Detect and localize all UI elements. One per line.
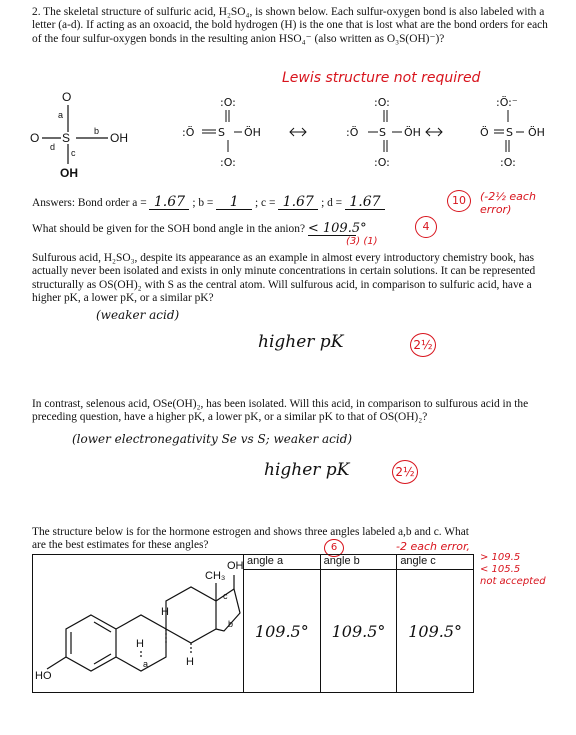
svg-text:ÖH: ÖH: [528, 126, 545, 139]
q5-penalty: -2 each error,: [396, 540, 471, 553]
q2-intro: 2. The skeletal structure of sulfuric acid, H₂SO₄, is shown below. Each sulfur-oxygen bond is also labeled with a letter (a-d). If acting as an oxoacid, the bold hydrogen (H) is the one that is lost what are the bond orders for each of the four sulfur-oxygen bonds in the resulting anion HSO₄⁻ (also written as O₃S(OH)⁻)?: [32, 6, 548, 45]
svg-text::O:: :O:: [220, 96, 236, 109]
q3-note: (weaker acid): [96, 308, 180, 322]
svg-text:S: S: [379, 126, 386, 139]
label-a: a: [58, 110, 64, 120]
answers-label: Answers: Bond order a =: [32, 197, 147, 209]
mol-h3: H: [186, 656, 194, 668]
svg-text::Ö: :Ö: [182, 126, 195, 139]
q5-text: The structure below is for the hormone estrogen and shows three angles labeled a,b and c. What are the best estimates for these angles?: [32, 526, 469, 552]
angle-table: [32, 554, 474, 693]
svg-text:ÖH: ÖH: [404, 126, 421, 139]
svg-text::O:: :O:: [500, 156, 516, 169]
answer-d: 1.67: [345, 196, 385, 210]
q5-side-note: [480, 552, 570, 588]
answers-line: [32, 196, 385, 210]
angle-partial-points: (3) (1): [346, 236, 378, 247]
mol-oh: OH: [227, 560, 243, 572]
estrogen-structure: [33, 555, 243, 689]
oh-bottom: OH: [60, 166, 78, 180]
answer-angle-a: [244, 570, 321, 693]
oh-right: OH: [110, 131, 128, 145]
side-note-3: not accepted: [480, 576, 546, 587]
header-angle-a: angle a: [244, 555, 321, 570]
mol-h2: H: [136, 638, 144, 650]
header-angle-b: angle b: [320, 555, 397, 570]
o-top: O: [62, 90, 72, 104]
estrogen-cell: [33, 555, 244, 693]
svg-text::O:: :O:: [220, 156, 236, 169]
mol-angle-b: b: [228, 619, 234, 629]
svg-text:S: S: [506, 126, 513, 139]
mol-ho: HO: [35, 670, 52, 682]
label-d: d: [50, 142, 56, 152]
answer-angle-c-text: 109.5°: [408, 621, 463, 641]
header-angle-c: angle c: [397, 555, 474, 570]
svg-text::O:: :O:: [374, 156, 390, 169]
side-note-2: < 105.5: [480, 564, 521, 575]
answer-angle-b-text: 109.5°: [331, 621, 386, 641]
score-circle-angle: 4: [415, 216, 437, 238]
answer-a: 1.67: [149, 196, 189, 210]
mol-angle-a: a: [143, 659, 149, 669]
answer-b: 1: [216, 196, 252, 210]
svg-text::O:: :O:: [374, 96, 390, 109]
q4-text: In contrast, selenous acid, OSe(OH)₂, has been isolated. Will this acid, in comparison to sulfurous acid in the preceding question, have a higher pK, a lower pK, or a similar pK to that of OS(OH)₂?: [32, 398, 529, 424]
angle-question: [32, 221, 367, 236]
d-label: ; d =: [321, 197, 343, 209]
svg-text:ÖH: ÖH: [244, 126, 261, 139]
q4-answer: higher pK: [264, 460, 350, 480]
answer-angle-a-text: 109.5°: [254, 621, 309, 641]
q3-answer: higher pK: [258, 332, 344, 352]
svg-text::Ö:⁻: :Ö:⁻: [496, 96, 518, 109]
score-circle-q5: 6: [324, 539, 344, 557]
svg-text:S: S: [218, 126, 225, 139]
angle-question-text: What should be given for the SOH bond angle in the anion?: [32, 223, 305, 235]
score-circle-q2: 10: [447, 190, 471, 212]
q2-penalty-note: (-2½ each error): [480, 190, 536, 216]
mol-h1: H: [161, 606, 169, 618]
score-circle-q3: 2½: [410, 333, 436, 357]
b-label: ; b =: [192, 197, 214, 209]
answer-c: 1.67: [278, 196, 318, 210]
score-circle-q4: 2½: [392, 460, 418, 484]
svg-text:Ö: Ö: [480, 126, 489, 139]
sulfuric-acid-skeleton: [28, 90, 138, 185]
mol-angle-c: c: [223, 591, 228, 601]
lewis-note: Lewis structure not required: [282, 70, 481, 86]
mol-ch3: CH₃: [205, 570, 226, 582]
o-left: O: [30, 131, 40, 145]
label-c: c: [71, 148, 76, 158]
q4-note: (lower electronegativity Se vs S; weaker acid): [72, 432, 353, 446]
resonance-structures: [178, 92, 563, 170]
s-center: S: [62, 131, 71, 145]
side-note-1: > 109.5: [480, 552, 521, 563]
answer-angle-c: [397, 570, 474, 693]
c-label: ; c =: [255, 197, 276, 209]
answer-angle-b: [320, 570, 397, 693]
angle-answer: < 109.5°: [307, 221, 367, 236]
q3-text: Sulfurous acid, H₂SO₃, despite its appearance as an example in almost every introductory chemistry book, has actually never been isolated and exists in only minute concentrations in certain solutions. It can be represented structurally as OS(OH)₂ with S as the central atom. Will sulfurous acid, in comparison to sulfuric acid, have a higher pK, a lower pK, or a similar pK?: [32, 252, 536, 305]
label-b: b: [94, 126, 100, 136]
svg-text::Ö: :Ö: [346, 126, 359, 139]
